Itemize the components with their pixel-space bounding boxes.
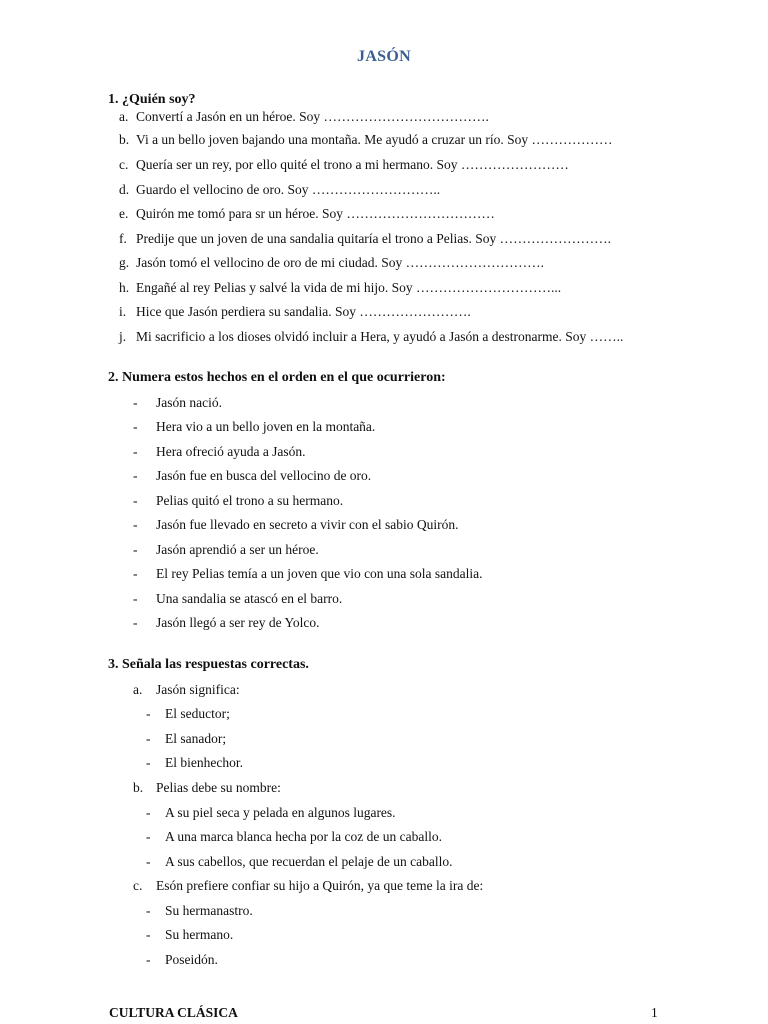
answer-option-text: A sus cabellos, que recuerdan el pelaje de un caballo.	[165, 854, 453, 869]
list-marker: g.	[119, 255, 130, 270]
list-item-text: Vi a un bello joven bajando una montaña. Me ayudó a cruzar un río. Soy ………………	[136, 132, 613, 147]
quiz-question-text: Esón prefiere confiar su hijo a Quirón, ya que teme la ira de:	[156, 878, 484, 893]
answer-option-text: Su hermano.	[165, 927, 234, 942]
dash-marker: -	[146, 854, 151, 869]
event-text: Jasón fue en busca del vellocino de oro.	[156, 468, 372, 483]
list-item-text: Mi sacrificio a los dioses olvidó incluir a Hera, y ayudó a Jasón a destronarme. Soy ……..	[136, 329, 624, 344]
dash-marker: -	[133, 517, 138, 532]
event-text: Jasón fue llevado en secreto a vivir con el sabio Quirón.	[156, 517, 459, 532]
event-text: Jasón llegó a ser rey de Yolco.	[156, 615, 320, 630]
section-2-heading: 2. Numera estos hechos en el orden en el que ocurrieron:	[108, 370, 446, 385]
answer-option-text: El sanador;	[165, 731, 227, 746]
dash-marker: -	[146, 805, 151, 820]
list-marker: d.	[119, 182, 130, 197]
dash-marker: -	[146, 829, 151, 844]
event-text: Jasón nació.	[156, 395, 222, 410]
list-marker: a.	[133, 682, 143, 697]
dash-marker: -	[146, 903, 151, 918]
dash-marker: -	[133, 615, 138, 630]
section-3-heading: 3. Señala las respuestas correctas.	[108, 657, 309, 672]
dash-marker: -	[133, 591, 138, 606]
list-marker: f.	[119, 231, 127, 246]
dash-marker: -	[146, 755, 151, 770]
answer-option-text: A su piel seca y pelada en algunos lugares.	[165, 805, 396, 820]
dash-marker: -	[133, 542, 138, 557]
list-marker: e.	[119, 206, 129, 221]
answer-option-text: El seductor;	[165, 706, 230, 721]
list-item-text: Engañé al rey Pelias y salvé la vida de mi hijo. Soy …………………………...	[136, 280, 562, 295]
list-marker: b.	[133, 780, 144, 795]
list-item-text: Convertí a Jasón en un héroe. Soy ……………………………….	[136, 109, 489, 124]
list-marker: c.	[133, 878, 143, 893]
event-text: Hera vio a un bello joven en la montaña.	[156, 419, 376, 434]
dash-marker: -	[133, 468, 138, 483]
list-item-text: Guardo el vellocino de oro. Soy ………………………..	[136, 182, 441, 197]
dash-marker: -	[133, 493, 138, 508]
answer-option-text: Poseidón.	[165, 952, 218, 967]
dash-marker: -	[133, 444, 138, 459]
list-marker: c.	[119, 157, 129, 172]
list-marker: a.	[119, 109, 129, 124]
list-item-text: Quirón me tomó para sr un héroe. Soy ……………………………	[136, 206, 495, 221]
answer-option-text: El bienhechor.	[165, 755, 243, 770]
quiz-question-text: Pelias debe su nombre:	[156, 780, 281, 795]
page-title: JASÓN	[357, 48, 411, 65]
page-number: 1	[651, 1005, 658, 1020]
dash-marker: -	[146, 952, 151, 967]
list-marker: h.	[119, 280, 130, 295]
list-item-text: Predije que un joven de una sandalia quitaría el trono a Pelias. Soy …………………….	[136, 231, 612, 246]
event-text: Hera ofreció ayuda a Jasón.	[156, 444, 306, 459]
list-item-text: Jasón tomó el vellocino de oro de mi ciudad. Soy ………………………….	[136, 255, 544, 270]
list-marker: b.	[119, 132, 130, 147]
dash-marker: -	[146, 927, 151, 942]
dash-marker: -	[146, 731, 151, 746]
list-marker: j.	[119, 329, 127, 344]
event-text: El rey Pelias temía a un joven que vio con una sola sandalia.	[156, 566, 483, 581]
list-item-text: Quería ser un rey, por ello quité el trono a mi hermano. Soy ……………………	[136, 157, 569, 172]
dash-marker: -	[133, 395, 138, 410]
event-text: Pelias quitó el trono a su hermano.	[156, 493, 344, 508]
answer-option-text: A una marca blanca hecha por la coz de un caballo.	[165, 829, 442, 844]
event-text: Jasón aprendió a ser un héroe.	[156, 542, 319, 557]
dash-marker: -	[146, 706, 151, 721]
list-marker: i.	[119, 304, 127, 319]
section-1-heading: 1. ¿Quién soy?	[108, 92, 196, 107]
dash-marker: -	[133, 566, 138, 581]
list-item-text: Hice que Jasón perdiera su sandalia. Soy …………………….	[136, 304, 471, 319]
quiz-question-text: Jasón significa:	[156, 682, 240, 697]
dash-marker: -	[133, 419, 138, 434]
event-text: Una sandalia se atascó en el barro.	[156, 591, 343, 606]
answer-option-text: Su hermanastro.	[165, 903, 253, 918]
footer-course-name: CULTURA CLÁSICA	[109, 1005, 238, 1020]
